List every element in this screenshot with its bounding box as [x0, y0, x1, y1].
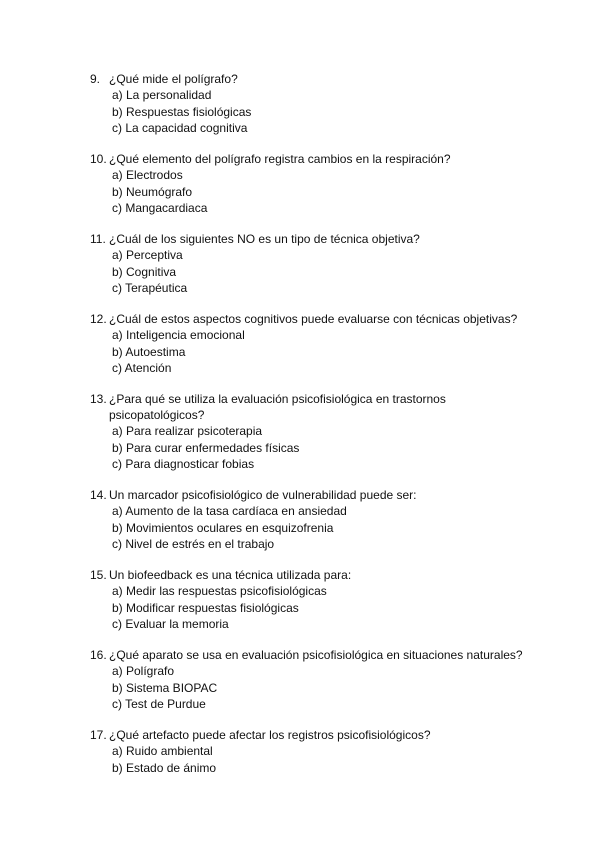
option-a: a) Para realizar psicoterapia: [112, 424, 263, 438]
question-number: 17.: [90, 728, 107, 742]
answer-options: [112, 583, 550, 633]
question-12: [90, 311, 550, 377]
question-number: 11.: [90, 232, 106, 246]
option-b: b) Respuestas fisiológicas: [112, 104, 252, 119]
question-text: ¿Qué elemento del polígrafo registra cambios en la respiración?: [109, 152, 451, 166]
question-text: ¿Para qué se utiliza la evaluación psicofisiológica en trastornos psicopatológicos?: [109, 392, 446, 422]
question-11: [90, 231, 550, 297]
option-b: b) Neumógrafo: [112, 184, 193, 199]
option-b: b) Movimientos oculares en esquizofrenia: [112, 520, 334, 535]
option-c: c) Nivel de estrés en el trabajo: [112, 537, 275, 551]
question-text: ¿Qué mide el polígrafo?: [109, 72, 238, 86]
question-number: 12.: [90, 312, 107, 326]
option-b: b) Para curar enfermedades físicas: [112, 440, 300, 455]
option-b: b) Estado de ánimo: [112, 760, 217, 775]
question-number: 10.: [90, 152, 107, 166]
option-a: a) La personalidad: [112, 88, 212, 102]
option-c: c) Test de Purdue: [112, 697, 206, 711]
option-c: c) Mangacardiaca: [112, 201, 208, 215]
answer-options: [112, 247, 550, 297]
answer-options: [112, 503, 550, 553]
question-13: [90, 391, 550, 473]
answer-options: [112, 327, 550, 377]
question-16: [90, 647, 550, 713]
option-a: a) Electrodos: [112, 168, 183, 182]
option-a: a) Aumento de la tasa cardíaca en ansiedad: [112, 504, 347, 518]
option-b: b) Cognitiva: [112, 264, 177, 279]
option-a: a) Perceptiva: [112, 248, 183, 262]
question-text: Un marcador psicofisiológico de vulnerabilidad puede ser:: [109, 488, 417, 502]
question-number: 13.: [90, 392, 107, 406]
option-a: a) Inteligencia emocional: [112, 328, 245, 342]
option-a: a) Ruido ambiental: [112, 744, 213, 758]
option-b: b) Autoestima: [112, 344, 186, 359]
question-text: ¿Qué artefacto puede afectar los registros psicofisiológicos?: [109, 728, 431, 742]
option-c: c) Evaluar la memoria: [112, 617, 229, 631]
question-10: [90, 151, 550, 217]
question-9: [90, 71, 550, 137]
option-a: a) Medir las respuestas psicofisiológicas: [112, 584, 327, 598]
question-number: 16.: [90, 648, 107, 662]
answer-options: [112, 87, 550, 137]
answer-options: [112, 167, 550, 217]
answer-options: [112, 663, 550, 713]
question-number: 14.: [90, 488, 107, 502]
answer-options: [112, 423, 550, 473]
question-text: ¿Cuál de estos aspectos cognitivos puede evaluarse con técnicas objetivas?: [109, 312, 518, 326]
option-b: b) Sistema BIOPAC: [112, 680, 218, 695]
option-c: c) Atención: [112, 361, 172, 375]
option-a: a) Polígrafo: [112, 664, 175, 678]
option-b: b) Modificar respuestas fisiológicas: [112, 600, 299, 615]
question-text: Un biofeedback es una técnica utilizada para:: [109, 568, 352, 582]
question-14: [90, 487, 550, 553]
question-number: 9.: [90, 72, 101, 86]
option-c: c) Terapéutica: [112, 281, 188, 295]
question-number: 15.: [90, 568, 107, 582]
question-text: ¿Cuál de los siguientes NO es un tipo de técnica objetiva?: [109, 232, 420, 246]
question-17: [90, 727, 550, 776]
answer-options: [112, 743, 550, 776]
question-15: [90, 567, 550, 633]
option-c: c) La capacidad cognitiva: [112, 121, 248, 135]
question-text: ¿Qué aparato se usa en evaluación psicofisiológica en situaciones naturales?: [109, 648, 523, 662]
option-c: c) Para diagnosticar fobias: [112, 457, 255, 471]
